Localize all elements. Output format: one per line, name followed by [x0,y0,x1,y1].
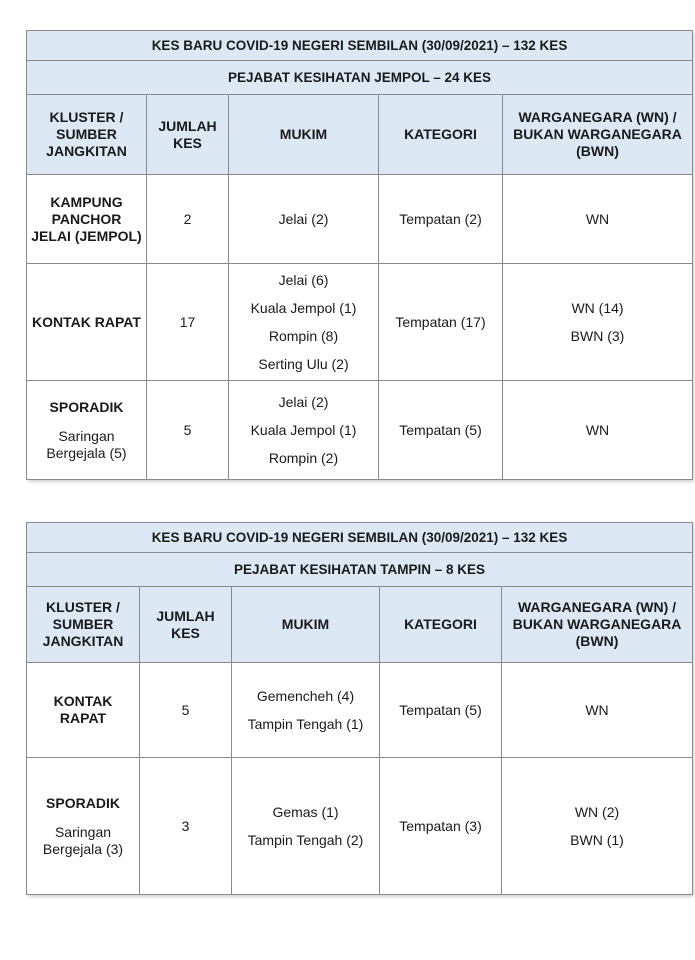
mukim-cell [229,264,379,381]
header-jumlah: JUMLAH KES [147,95,229,175]
wn-item: BWN (1) [570,832,624,848]
tampin-cases-table [26,522,693,895]
jumlah-cell: 3 [140,758,232,895]
table-row [27,264,693,381]
mukim-item: Gemencheh (4) [256,688,355,704]
cluster-cell: KONTAK RAPAT [27,264,147,381]
tampin-cases-card [26,522,692,895]
table-row [27,663,693,758]
header-jumlah: JUMLAH KES [140,587,232,663]
mukim-item: Rompin (8) [268,328,339,344]
mukim-cell [232,663,380,758]
warganegara-cell [502,663,693,758]
table-title: KES BARU COVID-19 NEGERI SEMBILAN (30/09/2021) – 132 KES [27,523,693,553]
mukim-cell [232,758,380,895]
mukim-item: Tampin Tengah (2) [247,832,364,848]
mukim-item: Serting Ulu (2) [258,356,349,372]
header-warganegara: WARGANEGARA (WN) / BUKAN WARGANEGARA (BWN) [502,587,693,663]
mukim-cell [229,381,379,480]
jumlah-cell: 2 [147,175,229,264]
cluster-name: SPORADIK [49,398,124,415]
wn-item: WN (2) [574,804,620,820]
warganegara-cell [503,381,693,480]
jempol-cases-card [26,30,692,480]
header-warganegara: WARGANEGARA (WN) / BUKAN WARGANEGARA (BWN) [503,95,693,175]
warganegara-cell [503,175,693,264]
mukim-item: Kuala Jempol (1) [250,422,357,438]
table-row [27,758,693,895]
cluster-name: SPORADIK [46,794,120,811]
table-row [27,175,693,264]
header-kluster: KLUSTER / SUMBER JANGKITAN [27,95,147,175]
wn-item: WN [585,422,610,438]
mukim-item: Gemas (1) [272,804,339,820]
kategori-cell: Tempatan (3) [380,758,502,895]
jempol-cases-table [26,30,693,480]
table-subtitle: PEJABAT KESIHATAN TAMPIN – 8 KES [27,553,693,587]
wn-item: BWN (3) [570,328,625,344]
header-mukim: MUKIM [229,95,379,175]
kategori-cell: Tempatan (17) [379,264,503,381]
mukim-item: Rompin (2) [268,450,339,466]
cluster-note: Saringan Bergejala (5) [46,427,127,461]
jumlah-cell: 17 [147,264,229,381]
jumlah-cell: 5 [147,381,229,480]
mukim-cell [229,175,379,264]
table-title: KES BARU COVID-19 NEGERI SEMBILAN (30/09/2021) – 132 KES [27,31,693,61]
table-subtitle: PEJABAT KESIHATAN JEMPOL – 24 KES [27,61,693,95]
kategori-cell: Tempatan (5) [380,663,502,758]
cluster-cell [27,381,147,480]
mukim-item: Jelai (2) [278,211,329,227]
wn-item: WN [585,211,610,227]
wn-item: WN (14) [571,300,624,316]
wn-item: WN [585,702,609,718]
warganegara-cell [502,758,693,895]
table-row [27,381,693,480]
header-kluster: KLUSTER / SUMBER JANGKITAN [27,587,140,663]
kategori-cell: Tempatan (2) [379,175,503,264]
cluster-cell [27,758,140,895]
header-kategori: KATEGORI [379,95,503,175]
header-kategori: KATEGORI [380,587,502,663]
warganegara-cell [503,264,693,381]
mukim-item: Tampin Tengah (1) [247,716,364,732]
header-mukim: MUKIM [232,587,380,663]
jumlah-cell: 5 [140,663,232,758]
mukim-item: Jelai (6) [278,272,329,288]
kategori-cell: Tempatan (5) [379,381,503,480]
mukim-item: Jelai (2) [278,394,329,410]
cluster-cell: KONTAK RAPAT [27,663,140,758]
cluster-cell: KAMPUNG PANCHOR JELAI (JEMPOL) [27,175,147,264]
cluster-note: Saringan Bergejala (3) [42,823,124,857]
mukim-item: Kuala Jempol (1) [250,300,357,316]
